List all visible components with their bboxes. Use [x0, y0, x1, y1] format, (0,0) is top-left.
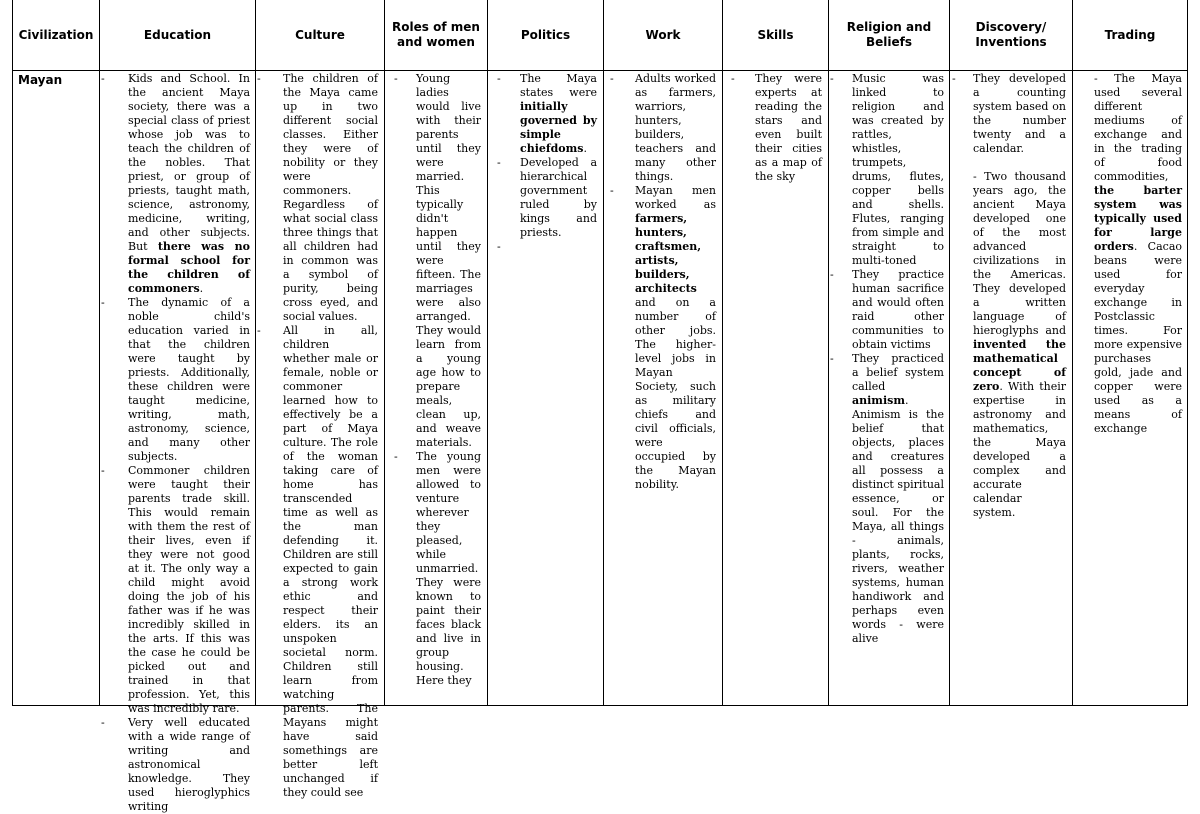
education-text: .: [199, 282, 204, 295]
list-item: [830, 72, 944, 268]
list-item: [973, 170, 1066, 520]
trading-text: - The Maya used several different mediums of exchange and in the trading of food commodities,: [1094, 72, 1182, 183]
list-item: [610, 72, 716, 184]
discovery-text: . With their expertise in astronomy and mathematics, the Maya developed a complex and accurate calendar system.: [973, 380, 1066, 519]
politics-text: .: [583, 142, 587, 155]
religion-text: They practice human sacrifice and would often raid other communities to obtain victims: [852, 268, 944, 351]
header-discovery-line1: Discovery/: [975, 20, 1047, 34]
list-item: [830, 352, 944, 646]
list-item: [731, 72, 822, 184]
bullet: -: [497, 156, 501, 169]
header-culture-label: Culture: [295, 27, 345, 42]
bullet: -: [394, 450, 398, 463]
bullet: -: [610, 184, 614, 197]
header-politics-label: Politics: [520, 27, 571, 42]
table-border-right: [1187, 0, 1188, 706]
list-item: [394, 72, 481, 450]
politics-text: The Maya states were: [520, 72, 597, 99]
column-divider: [487, 0, 488, 706]
header-politics: [488, 0, 603, 70]
header-row-divider: [12, 70, 1187, 71]
column-divider: [384, 0, 385, 706]
civilization-name: Mayan: [18, 73, 63, 87]
bullet: -: [257, 324, 261, 337]
culture-cell: [257, 72, 378, 800]
list-item: [257, 72, 378, 324]
politics-cell: [497, 72, 597, 254]
roles-text: The young men were allowed to venture wherever they pleased, while unmarried. They were known to paint their faces black and live in group housing. Here they: [416, 450, 481, 687]
bullet: -: [610, 72, 614, 85]
header-skills: [723, 0, 828, 70]
religion-text: Music was linked to religion and was created by rattles, whistles, trumpets, drums, flutes, copper bells and shells. Flutes, ranging from simple and straight to multi-toned: [852, 72, 944, 267]
bullet: -: [731, 72, 735, 85]
bullet: -: [101, 464, 105, 477]
list-item: [101, 464, 250, 716]
list-item: [497, 240, 597, 254]
skills-cell: [731, 72, 822, 184]
work-text: and on a number of other jobs. The higher-level jobs in Mayan Society, such as military chiefs and civil officials, were occupied by the Mayan nobility.: [635, 296, 716, 491]
bullet: -: [952, 72, 956, 85]
column-divider: [828, 0, 829, 706]
header-roles-line1: Roles of men: [392, 20, 480, 34]
bullet: -: [394, 72, 398, 85]
header-civilization: [13, 0, 99, 70]
header-culture: [256, 0, 384, 70]
header-religion-label: Religion and Beliefs: [846, 20, 932, 49]
column-divider: [949, 0, 950, 706]
roles-cell: [394, 72, 481, 688]
education-cell: [101, 72, 250, 814]
column-divider: [99, 0, 100, 706]
work-cell: [610, 72, 716, 492]
column-divider: [603, 0, 604, 706]
header-work-label: Work: [645, 27, 681, 42]
column-divider: [722, 0, 723, 706]
education-text: The dynamic of a noble child's education varied in that the children were taught by priests. Additionally, these children were taught medicine, writing, math, astronomy, science, and many other subjects.: [128, 296, 250, 463]
list-item: [101, 716, 250, 814]
education-text: Kids and School. In the ancient Maya society, there was a special class of priest whose job was to teach the children of the nobles. That priest, or group of priests, taught math, science, astronomy, medicine, writing, and other subjects. But: [128, 72, 250, 253]
religion-cell: [830, 72, 944, 646]
header-work: [604, 0, 722, 70]
discovery-cell: [952, 72, 1066, 520]
list-item: [394, 450, 481, 688]
religion-text: They practiced a belief system called: [852, 352, 944, 393]
table-border-left: [12, 0, 13, 706]
bullet: -: [101, 716, 105, 729]
header-skills-label: Skills: [757, 27, 794, 42]
column-divider: [1072, 0, 1073, 706]
header-discovery: [950, 0, 1072, 70]
roles-text: Young ladies would live with their parents until they were married. This typically didn't happen until they were fifteen. The marriages were also arranged. They would learn from a young age how to prepare meals, clean up, and weave materials.: [416, 72, 481, 449]
list-item: [1094, 72, 1182, 436]
list-item: [497, 72, 597, 156]
list-item: [830, 268, 944, 352]
header-roles-line2: and women: [397, 35, 475, 49]
discovery-text: They developed a counting system based on the number twenty and a calendar.: [973, 72, 1066, 155]
header-education: [100, 0, 255, 70]
header-roles: [385, 0, 487, 70]
culture-text: All in all, children whether male or female, noble or commoner learned how to effectively be a part of Maya culture. The role of the woman taking care of home has transcended time as well as the man defending it. Children are still expected to gain a strong work ethic and respect their elders. its an unspoken societal norm. Children still learn from watching parents. The Mayans might have said somethings are better left unchanged if they could see: [283, 324, 378, 799]
education-text: Very well educated with a wide range of writing and astronomical knowledge. They used hieroglyphics writing: [128, 716, 250, 813]
header-trading-label: Trading: [1104, 27, 1156, 42]
bullet: -: [101, 296, 105, 309]
header-trading: [1073, 0, 1187, 70]
header-civilization-label: Civilization: [18, 27, 94, 42]
work-emphasis: farmers, hunters, craftsmen, artists, builders, architects: [635, 212, 702, 295]
culture-text: The children of the Maya came up in two different social classes. Either they were of nobility or they were commoners. Regardless of what social class three things that all children had in common was a symbol of purity, being cross eyed, and social values.: [283, 72, 378, 323]
list-item: [610, 184, 716, 492]
column-divider: [255, 0, 256, 706]
education-emphasis: there was no formal school for the children of commoners: [128, 240, 250, 295]
politics-emphasis: initially governed by simple chiefdoms: [520, 100, 597, 155]
politics-text: Developed a hierarchical government ruled by kings and priests.: [520, 156, 597, 239]
discovery-emphasis: invented the mathematical concept of zero: [973, 338, 1066, 393]
bullet: -: [830, 352, 834, 365]
list-item: [497, 156, 597, 240]
header-education-label: Education: [143, 27, 212, 42]
discovery-text: - Two thousand years ago, the ancient Maya developed one of the most advanced civilizations in the Americas. They developed a written language of hieroglyphs and: [973, 170, 1066, 337]
education-text: Commoner children were taught their parents trade skill. This would remain with them the rest of their lives, even if they were not good at it. The only way a child might avoid doing the job of his father was if he was incredibly skilled in the arts. If this was the case he could be picked out and trained in that profession. Yet, this was incredibly rare.: [128, 464, 250, 715]
bullet: -: [830, 72, 834, 85]
header-discovery-line2: Inventions: [975, 35, 1047, 49]
bullet: -: [497, 240, 501, 253]
list-item: [101, 296, 250, 464]
bullet: -: [497, 72, 501, 85]
work-text: Adults worked as farmers, warriors, hunters, builders, teachers and many other things.: [635, 72, 716, 183]
header-religion: [829, 0, 949, 70]
trading-text: . Cacao beans were used for everyday exchange in Postclassic times. For more expensive purchases gold, jade and copper were used as a means of exchange: [1094, 240, 1182, 435]
trading-emphasis: the barter system was typically used for large orders: [1094, 184, 1182, 253]
list-item: [952, 72, 1066, 156]
work-text: Mayan men worked as: [635, 184, 716, 211]
bullet: -: [257, 72, 261, 85]
skills-text: They were experts at reading the stars and even built their cities as a map of the sky: [755, 72, 822, 183]
religion-text: . Animism is the belief that objects, places and creatures all possess a distinct spiritual essence, or soul. For the Maya, all things - animals, plants, rocks, rivers, weather systems, human handiwork and perhaps even words - were alive: [852, 394, 944, 645]
bullet: -: [830, 268, 834, 281]
list-item: [101, 72, 250, 296]
trading-cell: [1094, 72, 1182, 436]
bullet: -: [101, 72, 105, 85]
religion-emphasis: animism: [852, 394, 905, 407]
